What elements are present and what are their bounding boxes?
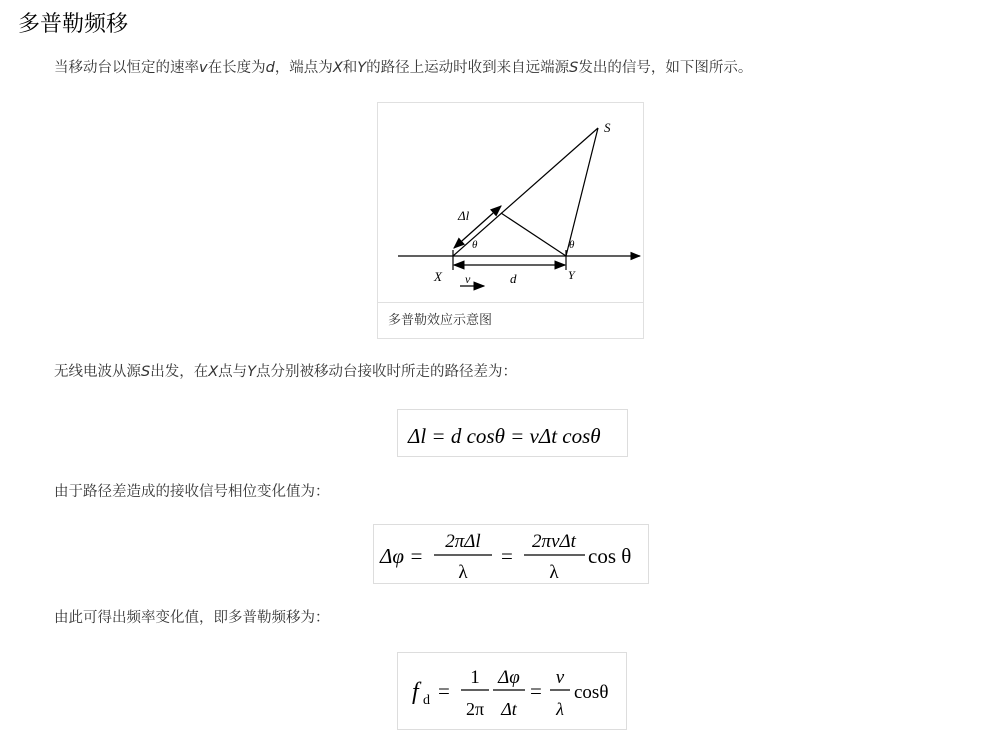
formula2-eq: = [501,544,513,568]
para2-y: Y [247,364,257,380]
label-theta-y: θ [569,239,575,251]
para2-x: X [208,364,219,380]
intro-text-3: ，端点为 [274,60,333,76]
label-theta-x: θ [472,239,478,251]
label-d: d [510,271,517,286]
formula3-tail: cosθ [574,682,609,703]
label-y: Y [568,268,575,282]
formula3-num1: 1 [470,667,480,688]
formula1-text: Δl = d cosθ = vΔt cosθ [408,424,601,448]
para2-text-2: 出发，在 [150,364,209,380]
doppler-diagram [378,103,645,303]
formula3-eq2: = [530,679,542,703]
intro-text-1: 当移动台以恒定的速率 [54,60,199,76]
intro-y: Y [357,60,367,76]
formula2-lhs: Δφ = [380,544,424,568]
formula3-eq1: = [438,679,450,703]
formula-phase-change [373,524,649,584]
intro-text-4: 和 [342,60,358,76]
formula2-den2: λ [549,562,559,583]
para-phase-change: 由于路径差造成的接收信号相位变化值为： [54,484,330,500]
projection-line [501,213,566,256]
figure-caption: 多普勒效应示意图 [378,302,643,339]
formula3-den1: 2π [465,699,485,719]
doppler-figure [377,102,644,339]
path-ys-line [566,128,598,256]
label-v: v [465,272,471,286]
label-delta-l: Δl [458,208,470,223]
formula-path-difference [397,409,628,457]
formula3-num2: Δφ [498,667,520,688]
formula-doppler-shift [397,652,627,730]
para2-s: S [141,364,151,380]
intro-text-2: 在长度为 [207,60,266,76]
formula3-sub: d [423,693,430,708]
intro-x: X [332,60,343,76]
para2-text-3: 点与 [218,364,248,380]
formula2-num1: 2πΔl [445,531,481,552]
formula2-den1: λ [458,562,468,583]
formula3-den2: Δt [501,699,517,719]
section-title: 多普勒频移 [18,12,129,37]
formula3-den3: λ [556,699,564,719]
para-doppler-shift: 由此可得出频率变化值，即多普勒频移为： [54,610,330,626]
formula3-num3: v [555,667,565,688]
label-x: X [434,269,442,284]
intro-text-6: 发出的信号，如下图所示。 [578,60,753,76]
para-path-difference [54,361,517,383]
intro-text-5: 的路径上运动时收到来自远端源 [366,60,570,76]
para2-text-1: 无线电波从源 [54,364,141,380]
intro-paragraph [54,57,752,79]
label-s: S [604,120,611,135]
formula2-num2: 2πvΔt [532,531,576,552]
formula3-f: f [412,679,419,705]
intro-v: v [199,60,208,76]
intro-d: d [265,60,275,76]
para2-text-4: 点分别被移动台接收时所走的路径差为： [256,364,518,380]
intro-s: S [569,60,579,76]
formula2-tail: cos θ [588,544,632,568]
path-xs-line [453,128,598,256]
